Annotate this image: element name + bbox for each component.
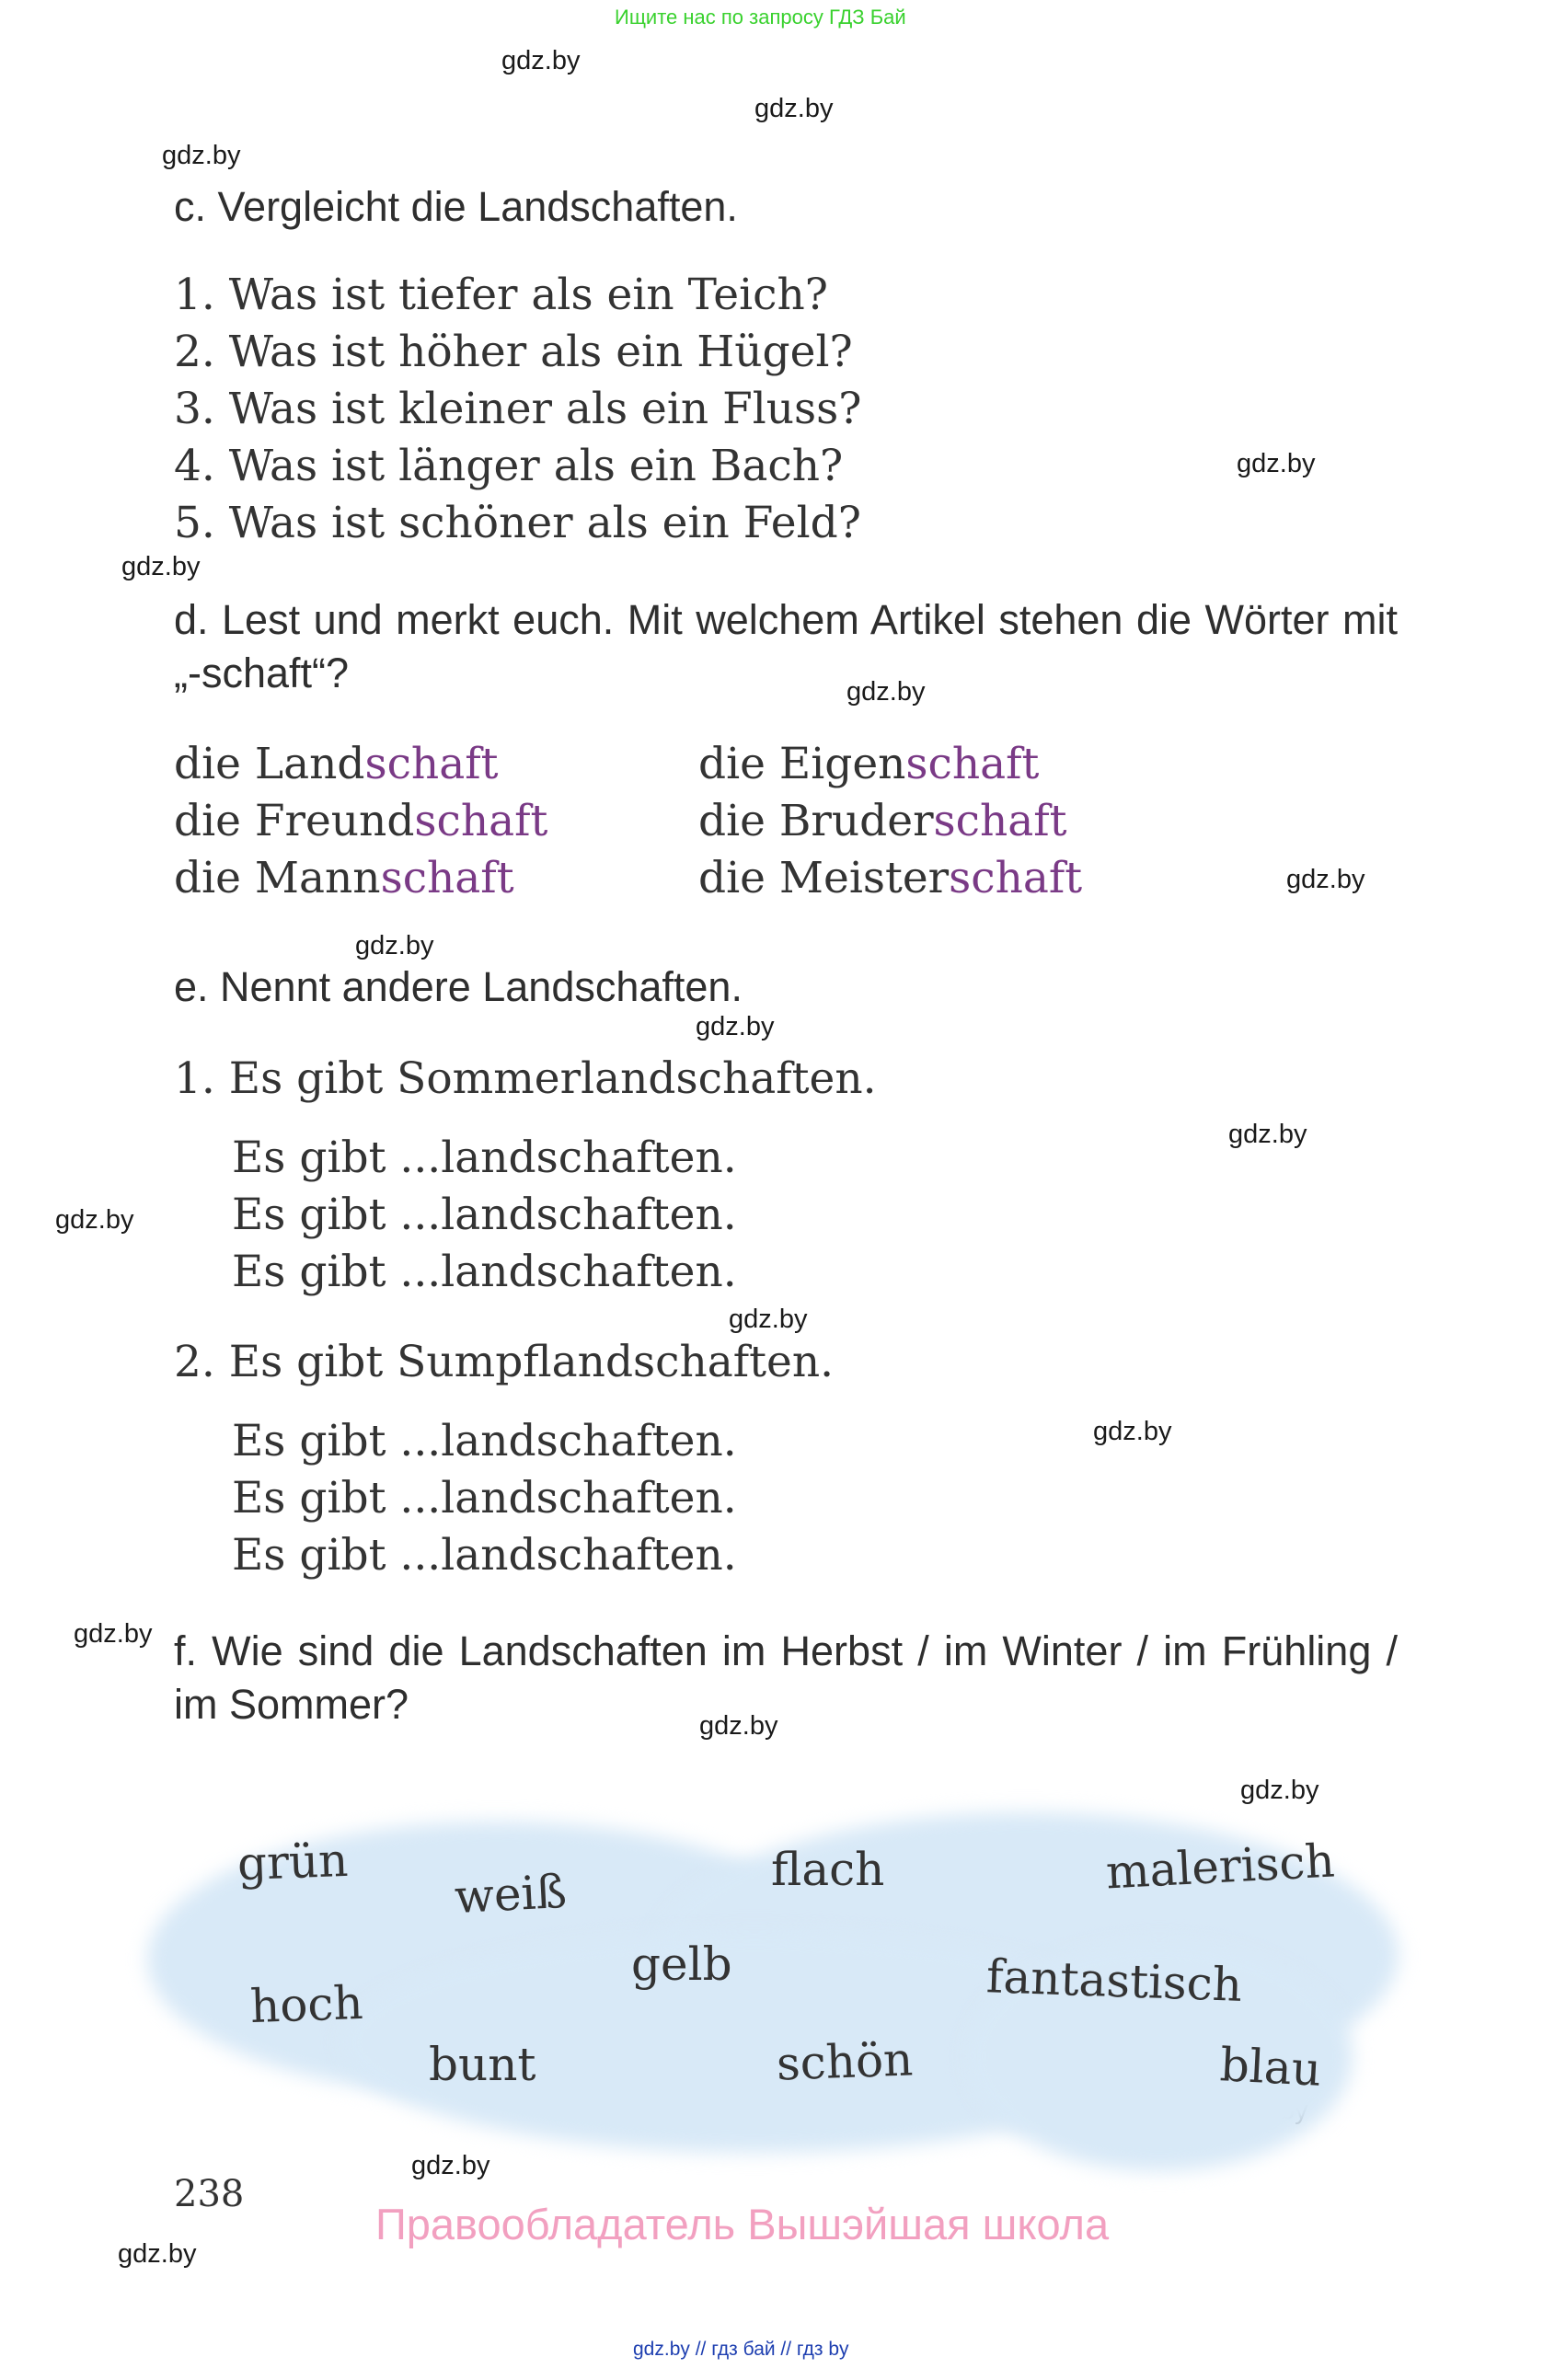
- adjective-word: bunt: [429, 2038, 536, 2091]
- watermark: gdz.by: [1240, 1776, 1319, 1805]
- watermark: gdz.by: [74, 1619, 153, 1649]
- watermark: gdz.by: [846, 677, 926, 707]
- blank-line: Es gibt ...landschaften.: [232, 1133, 737, 1183]
- watermark: gdz.by: [754, 94, 834, 123]
- section-c-list: [174, 267, 861, 552]
- watermark: gdz.by: [1237, 449, 1316, 478]
- blank-line: Es gibt ...landschaften.: [232, 1190, 737, 1240]
- adjective-word: blau: [1218, 2038, 1323, 2097]
- blank-line: Es gibt ...landschaften.: [232, 1473, 737, 1523]
- section-d-heading: d. Lest und merkt euch. Mit welchem Artikel stehen die Wörter mit „-schaft“?: [174, 596, 1398, 696]
- list-item: 3. Was ist kleiner als ein Fluss?: [174, 384, 862, 434]
- watermark: gdz.by: [118, 2239, 197, 2269]
- blank-line: Es gibt ...landschaften.: [232, 1416, 737, 1466]
- example-1: 1. Es gibt Sommerlandschaften.: [174, 1053, 877, 1104]
- adjective-word: fantastisch: [985, 1949, 1243, 2012]
- watermark: gdz.by: [699, 1711, 778, 1741]
- watermark: gdz.by: [121, 552, 201, 581]
- section-f-heading: f. Wie sind die Landschaften im Herbst / im Winter / im Frühling / im Sommer?: [174, 1627, 1398, 1728]
- rights-holder: Правообладатель Вышэйшая школа: [375, 2200, 1110, 2248]
- top-banner: Ищите нас по запросу ГДЗ Бай: [615, 6, 906, 29]
- schaft-word: die Meisterschaft: [698, 853, 1083, 903]
- watermark: gdz.by: [355, 931, 434, 960]
- watermark: gdz.by: [411, 2151, 490, 2180]
- list-item: 4. Was ist länger als ein Bach?: [174, 441, 844, 491]
- footer-links: gdz.by // гдз бай // гдз by: [633, 2339, 849, 2360]
- adjective-word: flach: [771, 1843, 885, 1896]
- list-item: 1. Was ist tiefer als ein Teich?: [174, 270, 828, 320]
- page-number: 238: [174, 2173, 245, 2215]
- list-item: 5. Was ist schöner als ein Feld?: [174, 498, 861, 548]
- section-c-heading: c. Vergleicht die Landschaften.: [174, 183, 738, 230]
- schaft-word: die Bruderschaft: [698, 796, 1067, 846]
- list-item: 2. Was ist höher als ein Hügel?: [174, 327, 853, 377]
- blank-line: Es gibt ...landschaften.: [232, 1530, 737, 1581]
- schaft-word: die Landschaft: [174, 739, 499, 789]
- watermark: gdz.by: [1228, 1120, 1307, 1149]
- schaft-word: die Freundschaft: [174, 796, 548, 846]
- watermark: gdz.by: [729, 1305, 808, 1334]
- adjective-word: hoch: [249, 1975, 364, 2034]
- schaft-word: die Eigenschaft: [698, 739, 1040, 789]
- adjective-word: grün: [236, 1833, 350, 1891]
- watermark: gdz.by: [1093, 1417, 1172, 1446]
- watermark: gdz.by: [501, 46, 581, 75]
- watermark: gdz.by: [1286, 865, 1365, 894]
- blank-group-1: [232, 1130, 737, 1301]
- adjective-word: malerisch: [1104, 1834, 1336, 1900]
- adjective-word: gelb: [631, 1937, 732, 1991]
- schaft-word: die Mannschaft: [174, 853, 514, 903]
- watermark: gdz.by: [55, 1205, 134, 1235]
- example-2: 2. Es gibt Sumpflandschaften.: [174, 1337, 835, 1387]
- blank-group-2: [232, 1413, 737, 1584]
- section-e-heading: e. Nennt andere Landschaften.: [174, 963, 743, 1010]
- adjective-word: schön: [776, 2032, 915, 2091]
- schaft-word-grid: [174, 736, 1278, 920]
- blank-line: Es gibt ...landschaften.: [232, 1247, 737, 1297]
- adjective-word: weiß: [453, 1864, 569, 1925]
- watermark: gdz.by: [696, 1012, 775, 1041]
- watermark: gdz.by: [162, 141, 241, 170]
